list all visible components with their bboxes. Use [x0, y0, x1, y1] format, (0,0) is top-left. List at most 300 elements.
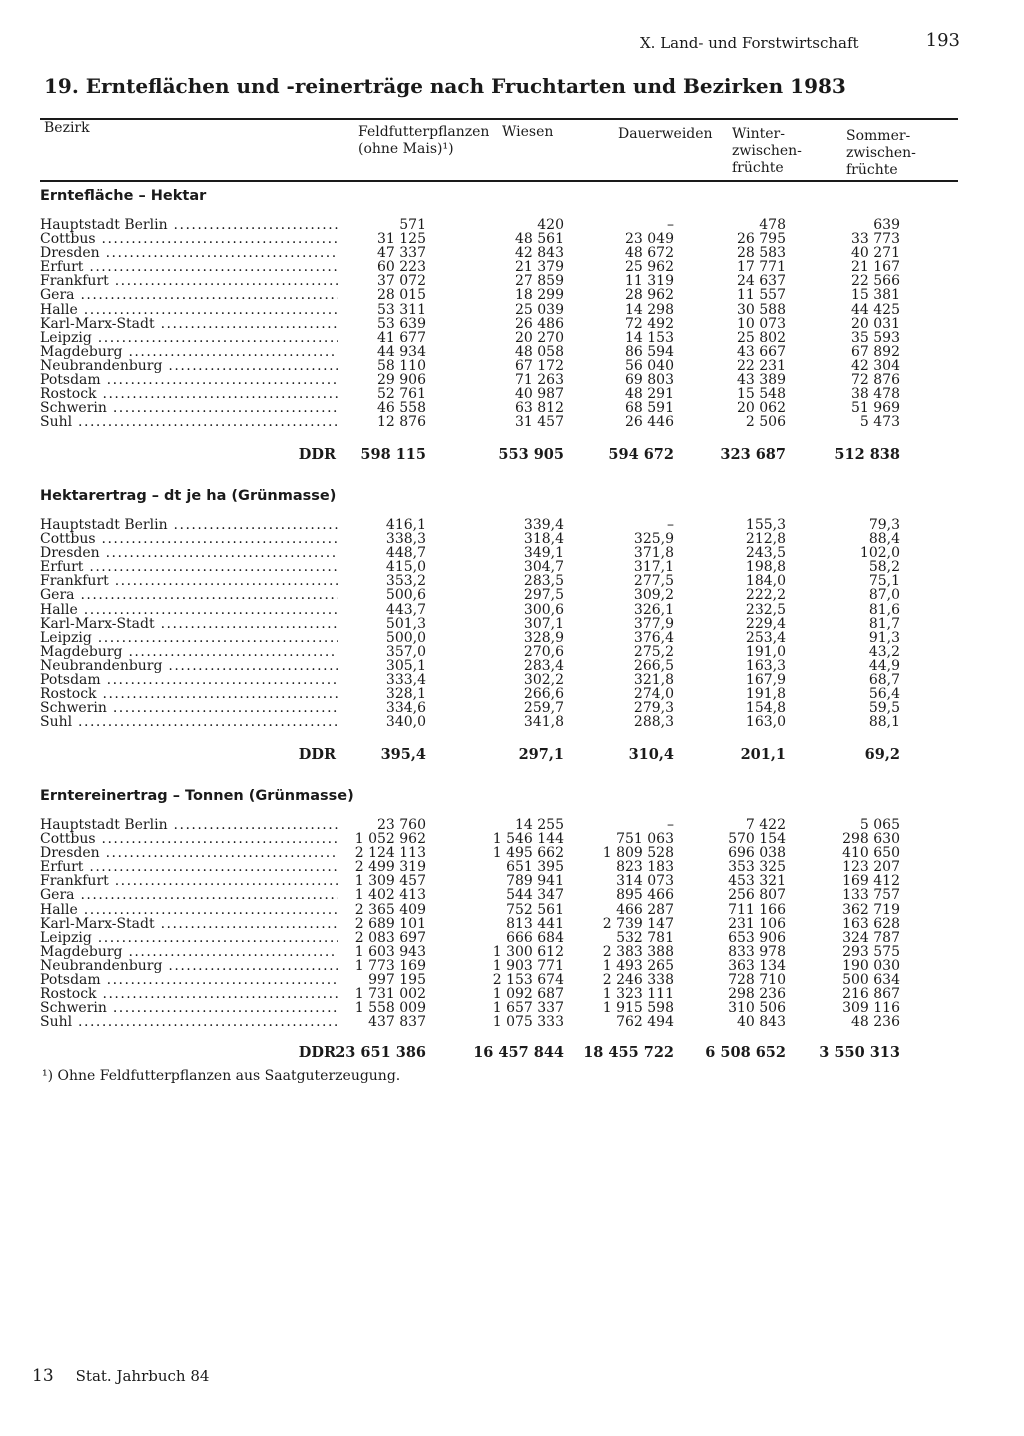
cell-wiesen: 328,9	[523, 629, 564, 646]
cell-feldfutter: 443,7	[385, 601, 426, 618]
cell-sommer: 42 304	[851, 357, 900, 374]
row-bezirk: Hauptstadt Berlin .....	[40, 218, 338, 232]
cell-feldfutter: 60 223	[377, 259, 426, 276]
table-row	[0, 518, 1024, 532]
table-row	[0, 274, 1024, 288]
cell-feldfutter: 37 072	[377, 273, 426, 290]
row-bezirk: Rostock .....	[40, 987, 338, 1001]
row-bezirk: Schwerin .....	[40, 1001, 338, 1015]
cell-sommer: 5 473	[859, 414, 900, 431]
cell-winter: 833 978	[728, 943, 786, 960]
cell-feldfutter: 571	[399, 217, 426, 233]
cell-wiesen: 300,6	[523, 601, 564, 618]
col-header-sommer-line2: zwischen-	[846, 145, 916, 161]
row-bezirk: Halle .....	[40, 903, 338, 917]
cell-wiesen: 1 657 337	[492, 1000, 564, 1017]
cell-feldfutter: 340,0	[385, 714, 426, 731]
cell-winter: 232,5	[745, 601, 786, 618]
cell-wiesen: 1 903 771	[492, 957, 564, 974]
cell-feldfutter: 58 110	[377, 357, 426, 374]
cell-sommer: 58,2	[868, 559, 900, 576]
cell-winter: 167,9	[745, 672, 786, 689]
row-bezirk: Magdeburg .....	[40, 345, 338, 359]
col-header-sommer-line3: früchte	[846, 162, 898, 178]
cell-wiesen: 71 263	[515, 372, 564, 389]
table-row	[0, 260, 1024, 274]
table-row	[0, 603, 1024, 617]
header-bottom-rule	[40, 180, 958, 182]
table-row	[0, 359, 1024, 373]
cell-sommer: 81,6	[868, 601, 900, 618]
cell-dauerweiden: 26 446	[625, 414, 674, 431]
cell-winter: 478	[759, 217, 786, 233]
cell-sommer: 216 867	[842, 986, 900, 1003]
cell-dauerweiden: 371,8	[633, 545, 674, 562]
col-header-wiesen: Wiesen	[502, 124, 554, 140]
table-row	[0, 401, 1024, 415]
table-row	[0, 1015, 1024, 1029]
col-header-feldfutter-line1: Feldfutterpflanzen	[358, 124, 490, 140]
row-bezirk: Neubrandenburg .....	[40, 959, 338, 973]
table-row	[0, 846, 1024, 860]
cell-winter: 231 106	[728, 915, 786, 932]
row-bezirk: Suhl .....	[40, 1015, 338, 1029]
total-sommer: 3 550 313	[819, 1044, 900, 1061]
table-row	[0, 546, 1024, 560]
col-header-feldfutter-line2: (ohne Mais)¹)	[358, 141, 454, 157]
row-bezirk: Hauptstadt Berlin .....	[40, 818, 338, 832]
cell-winter: 43 667	[737, 343, 786, 360]
cell-feldfutter: 12 876	[377, 414, 426, 431]
cell-dauerweiden: 48 291	[625, 386, 674, 403]
cell-dauerweiden: 275,2	[633, 643, 674, 660]
table-row	[0, 874, 1024, 888]
cell-sommer: 33 773	[851, 231, 900, 248]
cell-winter: 711 166	[728, 901, 786, 918]
table-row	[0, 317, 1024, 331]
cell-wiesen: 813 441	[506, 915, 564, 932]
table-row	[0, 574, 1024, 588]
cell-winter: 198,8	[745, 559, 786, 576]
table-row	[0, 617, 1024, 631]
cell-feldfutter: 44 934	[377, 343, 426, 360]
cell-winter: 298 236	[728, 986, 786, 1003]
cell-winter: 728 710	[728, 972, 786, 989]
cell-dauerweiden: 72 492	[625, 315, 674, 332]
table-row	[0, 715, 1024, 729]
cell-winter: 30 588	[737, 301, 786, 318]
col-header-winter-line1: Winter-	[732, 126, 785, 142]
cell-wiesen: 20 270	[515, 329, 564, 346]
total-wiesen: 553 905	[498, 446, 564, 463]
cell-sommer: 68,7	[868, 672, 900, 689]
cell-dauerweiden: 277,5	[633, 573, 674, 590]
cell-feldfutter: 2 689 101	[354, 915, 426, 932]
cell-feldfutter: 41 677	[377, 329, 426, 346]
cell-sommer: 72 876	[851, 372, 900, 389]
cell-winter: 191,0	[745, 643, 786, 660]
cell-dauerweiden: 279,3	[633, 700, 674, 717]
cell-wiesen: 651 395	[506, 859, 564, 876]
cell-winter: 11 557	[737, 287, 786, 304]
cell-winter: 28 583	[737, 245, 786, 262]
cell-sommer: 88,1	[868, 714, 900, 731]
cell-sommer: 44 425	[851, 301, 900, 318]
table-row	[0, 232, 1024, 246]
row-bezirk: Neubrandenburg .....	[40, 659, 338, 673]
cell-winter: 43 389	[737, 372, 786, 389]
table-row	[0, 631, 1024, 645]
table-row	[0, 701, 1024, 715]
cell-sommer: 20 031	[851, 315, 900, 332]
cell-dauerweiden: 1 915 598	[602, 1000, 674, 1017]
cell-feldfutter: 47 337	[377, 245, 426, 262]
row-bezirk: Gera .....	[40, 888, 338, 902]
cell-feldfutter: 1 773 169	[354, 957, 426, 974]
cell-sommer: 410 650	[842, 845, 900, 862]
cell-wiesen: 270,6	[523, 643, 564, 660]
cell-dauerweiden: 532 781	[616, 929, 674, 946]
cell-wiesen: 48 058	[515, 343, 564, 360]
cell-feldfutter: 328,1	[385, 686, 426, 703]
cell-wiesen: 14 255	[515, 817, 564, 833]
cell-dauerweiden: 266,5	[633, 657, 674, 674]
cell-wiesen: 48 561	[515, 231, 564, 248]
cell-dauerweiden: 325,9	[633, 531, 674, 548]
cell-sommer: 15 381	[851, 287, 900, 304]
cell-feldfutter: 2 365 409	[354, 901, 426, 918]
cell-sommer: 79,3	[868, 517, 900, 533]
col-header-sommer-line1: Sommer-	[846, 128, 911, 144]
cell-winter: 191,8	[745, 686, 786, 703]
cell-wiesen: 420	[537, 217, 564, 233]
cell-wiesen: 544 347	[506, 887, 564, 904]
cell-wiesen: 25 039	[515, 301, 564, 318]
cell-feldfutter: 1 309 457	[354, 873, 426, 890]
cell-wiesen: 31 457	[515, 414, 564, 431]
cell-winter: 15 548	[737, 386, 786, 403]
cell-winter: 253,4	[745, 629, 786, 646]
cell-feldfutter: 28 015	[377, 287, 426, 304]
cell-wiesen: 283,4	[523, 657, 564, 674]
total-sommer: 512 838	[834, 446, 900, 463]
cell-wiesen: 266,6	[523, 686, 564, 703]
section-body-1	[0, 218, 1024, 429]
cell-dauerweiden: 377,9	[633, 615, 674, 632]
row-bezirk: Halle .....	[40, 603, 338, 617]
cell-wiesen: 40 987	[515, 386, 564, 403]
cell-dauerweiden: 1 493 265	[602, 957, 674, 974]
cell-dauerweiden: 895 466	[616, 887, 674, 904]
row-bezirk: Erfurt .....	[40, 560, 338, 574]
total-row	[0, 746, 1024, 764]
cell-feldfutter: 437 837	[368, 1014, 426, 1031]
table-row	[0, 246, 1024, 260]
cell-winter: 363 134	[728, 957, 786, 974]
cell-feldfutter: 23 760	[377, 817, 426, 833]
table-row	[0, 673, 1024, 687]
row-bezirk: Dresden .....	[40, 546, 338, 560]
cell-sommer: 75,1	[868, 573, 900, 590]
cell-feldfutter: 416,1	[385, 517, 426, 533]
row-bezirk: Potsdam .....	[40, 973, 338, 987]
cell-wiesen: 21 379	[515, 259, 564, 276]
cell-wiesen: 297,5	[523, 587, 564, 604]
cell-feldfutter: 1 603 943	[354, 943, 426, 960]
cell-sommer: 67 892	[851, 343, 900, 360]
cell-wiesen: 304,7	[523, 559, 564, 576]
sheet-signature: 13	[32, 1366, 54, 1386]
cell-winter: 24 637	[737, 273, 786, 290]
col-header-winter-line2: zwischen-	[732, 143, 802, 159]
cell-dauerweiden: 326,1	[633, 601, 674, 618]
cell-feldfutter: 334,6	[385, 700, 426, 717]
total-label: DDR	[298, 1044, 336, 1061]
cell-feldfutter: 2 083 697	[354, 929, 426, 946]
cell-sommer: 56,4	[868, 686, 900, 703]
cell-sommer: 293 575	[842, 943, 900, 960]
total-feldfutter: 395,4	[380, 746, 426, 763]
row-bezirk: Gera .....	[40, 588, 338, 602]
table-row	[0, 903, 1024, 917]
total-sommer: 69,2	[864, 746, 900, 763]
cell-feldfutter: 448,7	[385, 545, 426, 562]
cell-dauerweiden: 2 246 338	[602, 972, 674, 989]
cell-winter: 310 506	[728, 1000, 786, 1017]
cell-wiesen: 2 153 674	[492, 972, 564, 989]
cell-sommer: 59,5	[868, 700, 900, 717]
page-header	[640, 30, 960, 56]
cell-wiesen: 283,5	[523, 573, 564, 590]
row-bezirk: Neubrandenburg .....	[40, 359, 338, 373]
cell-wiesen: 789 941	[506, 873, 564, 890]
cell-dauerweiden: 69 803	[625, 372, 674, 389]
cell-winter: 7 422	[745, 817, 786, 833]
cell-winter: 256 807	[728, 887, 786, 904]
total-label: DDR	[298, 746, 336, 763]
table-row	[0, 218, 1024, 232]
table-row	[0, 415, 1024, 429]
cell-feldfutter: 997 195	[368, 972, 426, 989]
table-row	[0, 373, 1024, 387]
table-row	[0, 303, 1024, 317]
table-row	[0, 931, 1024, 945]
cell-wiesen: 1 075 333	[492, 1014, 564, 1031]
cell-dauerweiden: 48 672	[625, 245, 674, 262]
cell-dauerweiden: 823 183	[616, 859, 674, 876]
section-title-erntereinertrag: Erntereinertrag – Tonnen (Grünmasse)	[40, 788, 354, 804]
row-bezirk: Dresden .....	[40, 246, 338, 260]
cell-sommer: 190 030	[842, 957, 900, 974]
cell-dauerweiden: 762 494	[616, 1014, 674, 1031]
cell-dauerweiden: 309,2	[633, 587, 674, 604]
cell-wiesen: 42 843	[515, 245, 564, 262]
cell-wiesen: 63 812	[515, 400, 564, 417]
cell-feldfutter: 2 124 113	[354, 845, 426, 862]
total-row	[0, 446, 1024, 464]
cell-wiesen: 1 092 687	[492, 986, 564, 1003]
cell-dauerweiden: –	[667, 217, 674, 233]
footnote: ¹) Ohne Feldfutterpflanzen aus Saatguterzeugung.	[42, 1068, 401, 1084]
row-bezirk: Karl-Marx-Stadt .....	[40, 917, 338, 931]
cell-sommer: 91,3	[868, 629, 900, 646]
table-row	[0, 973, 1024, 987]
row-bezirk: Frankfurt .....	[40, 874, 338, 888]
row-bezirk: Dresden .....	[40, 846, 338, 860]
total-wiesen: 297,1	[518, 746, 564, 763]
table-row	[0, 687, 1024, 701]
cell-wiesen: 27 859	[515, 273, 564, 290]
total-wiesen: 16 457 844	[473, 1044, 564, 1061]
row-bezirk: Karl-Marx-Stadt .....	[40, 617, 338, 631]
total-row	[0, 1044, 1024, 1062]
cell-winter: 229,4	[745, 615, 786, 632]
cell-sommer: 87,0	[868, 587, 900, 604]
cell-winter: 25 802	[737, 329, 786, 346]
row-bezirk: Frankfurt .....	[40, 274, 338, 288]
row-bezirk: Karl-Marx-Stadt .....	[40, 317, 338, 331]
cell-dauerweiden: 23 049	[625, 231, 674, 248]
cell-dauerweiden: 376,4	[633, 629, 674, 646]
cell-winter: 570 154	[728, 831, 786, 848]
table-row	[0, 560, 1024, 574]
cell-sommer: 21 167	[851, 259, 900, 276]
table-row	[0, 645, 1024, 659]
cell-dauerweiden: 1 809 528	[602, 845, 674, 862]
table-row	[0, 588, 1024, 602]
cell-winter: 155,3	[745, 517, 786, 533]
cell-wiesen: 302,2	[523, 672, 564, 689]
cell-dauerweiden: –	[667, 817, 674, 833]
book-title: Stat. Jahrbuch 84	[75, 1367, 210, 1385]
cell-sommer: 102,0	[859, 545, 900, 562]
row-bezirk: Halle .....	[40, 303, 338, 317]
col-header-winter	[732, 126, 802, 177]
total-dauerweiden: 310,4	[628, 746, 674, 763]
cell-sommer: 324 787	[842, 929, 900, 946]
total-winter: 201,1	[740, 746, 786, 763]
cell-dauerweiden: 14 153	[625, 329, 674, 346]
col-header-winter-line3: früchte	[732, 160, 784, 176]
cell-sommer: 163 628	[842, 915, 900, 932]
table-row	[0, 288, 1024, 302]
cell-feldfutter: 53 639	[377, 315, 426, 332]
row-bezirk: Leipzig .....	[40, 331, 338, 345]
cell-sommer: 169 412	[842, 873, 900, 890]
table-row	[0, 832, 1024, 846]
cell-winter: 222,2	[745, 587, 786, 604]
table-row	[0, 888, 1024, 902]
section-title-hektarertrag: Hektarertrag – dt je ha (Grünmasse)	[40, 488, 337, 504]
row-bezirk: Cottbus .....	[40, 832, 338, 846]
table-row	[0, 1001, 1024, 1015]
cell-winter: 20 062	[737, 400, 786, 417]
cell-feldfutter: 1 731 002	[354, 986, 426, 1003]
row-bezirk: Potsdam .....	[40, 673, 338, 687]
cell-sommer: 309 116	[842, 1000, 900, 1017]
cell-winter: 22 231	[737, 357, 786, 374]
col-header-bezirk: Bezirk	[44, 120, 90, 136]
cell-sommer: 500 634	[842, 972, 900, 989]
row-bezirk: Leipzig .....	[40, 931, 338, 945]
table-row	[0, 987, 1024, 1001]
row-bezirk: Rostock .....	[40, 687, 338, 701]
cell-feldfutter: 2 499 319	[354, 859, 426, 876]
cell-dauerweiden: 274,0	[633, 686, 674, 703]
cell-dauerweiden: 2 383 388	[602, 943, 674, 960]
cell-wiesen: 1 546 144	[492, 831, 564, 848]
cell-wiesen: 67 172	[515, 357, 564, 374]
cell-dauerweiden: 11 319	[625, 273, 674, 290]
row-bezirk: Rostock .....	[40, 387, 338, 401]
cell-feldfutter: 415,0	[385, 559, 426, 576]
cell-feldfutter: 29 906	[377, 372, 426, 389]
cell-winter: 353 325	[728, 859, 786, 876]
cell-wiesen: 318,4	[523, 531, 564, 548]
cell-sommer: 51 969	[851, 400, 900, 417]
cell-feldfutter: 53 311	[377, 301, 426, 318]
cell-winter: 653 906	[728, 929, 786, 946]
total-dauerweiden: 18 455 722	[583, 1044, 674, 1061]
cell-feldfutter: 1 558 009	[354, 1000, 426, 1017]
cell-feldfutter: 305,1	[385, 657, 426, 674]
total-feldfutter: 598 115	[360, 446, 426, 463]
total-winter: 6 508 652	[705, 1044, 786, 1061]
cell-wiesen: 18 299	[515, 287, 564, 304]
row-bezirk: Hauptstadt Berlin .....	[40, 518, 338, 532]
cell-wiesen: 1 300 612	[492, 943, 564, 960]
cell-dauerweiden: 25 962	[625, 259, 674, 276]
row-bezirk: Frankfurt .....	[40, 574, 338, 588]
cell-wiesen: 341,8	[523, 714, 564, 731]
row-bezirk: Cottbus .....	[40, 232, 338, 246]
row-bezirk: Suhl .....	[40, 415, 338, 429]
table-row	[0, 387, 1024, 401]
cell-sommer: 298 630	[842, 831, 900, 848]
row-bezirk: Erfurt .....	[40, 860, 338, 874]
cell-feldfutter: 501,3	[385, 615, 426, 632]
table-row	[0, 945, 1024, 959]
cell-winter: 453 321	[728, 873, 786, 890]
cell-winter: 243,5	[745, 545, 786, 562]
col-header-feldfutter	[358, 124, 489, 158]
cell-sommer: 44,9	[868, 657, 900, 674]
cell-dauerweiden: 2 739 147	[602, 915, 674, 932]
cell-wiesen: 752 561	[506, 901, 564, 918]
table-row	[0, 659, 1024, 673]
table-title: 19. Ernteflächen und -reinerträge nach Fruchtarten und Bezirken 1983	[44, 74, 846, 98]
cell-wiesen: 666 684	[506, 929, 564, 946]
cell-sommer: 35 593	[851, 329, 900, 346]
cell-wiesen: 26 486	[515, 315, 564, 332]
total-dauerweiden: 594 672	[608, 446, 674, 463]
cell-wiesen: 339,4	[523, 517, 564, 533]
cell-sommer: 81,7	[868, 615, 900, 632]
cell-sommer: 123 207	[842, 859, 900, 876]
table-row	[0, 818, 1024, 832]
cell-feldfutter: 500,6	[385, 587, 426, 604]
row-bezirk: Potsdam .....	[40, 373, 338, 387]
cell-feldfutter: 46 558	[377, 400, 426, 417]
chapter-title: X. Land- und Forstwirtschaft	[640, 34, 859, 52]
cell-dauerweiden: 314 073	[616, 873, 674, 890]
table-header	[40, 120, 958, 180]
cell-sommer: 48 236	[851, 1014, 900, 1031]
cell-feldfutter: 1 402 413	[354, 887, 426, 904]
total-feldfutter: 23 651 386	[335, 1044, 426, 1061]
page-footer	[32, 1366, 209, 1386]
cell-winter: 696 038	[728, 845, 786, 862]
